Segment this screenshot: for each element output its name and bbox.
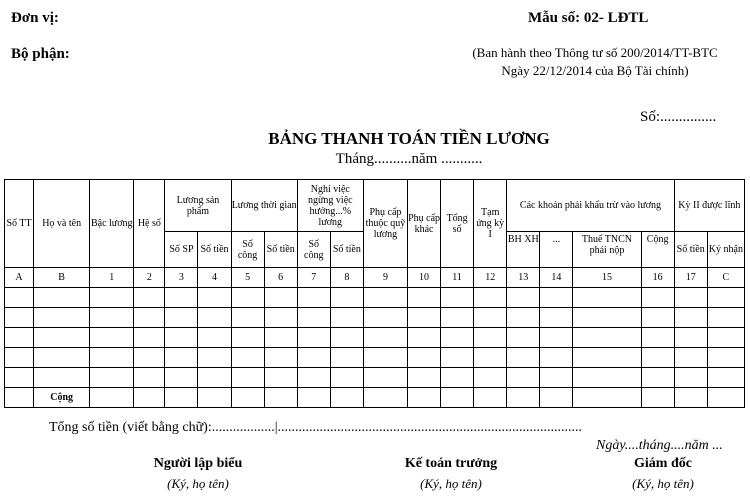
month-line: Tháng..........năm ........... (335, 151, 483, 167)
code-cell: 12 (474, 268, 507, 288)
unit-label: Đơn vị: (11, 10, 59, 26)
code-cell: 16 (641, 268, 674, 288)
code-cell: A (5, 268, 34, 288)
code-cell: 5 (231, 268, 264, 288)
signer-title: Kế toán trưởng (404, 456, 498, 471)
form-number: Mẫu số: 02- LĐTL (528, 10, 649, 26)
table-row (5, 288, 745, 308)
signer-note: (Ký, họ tên) (420, 476, 482, 491)
payroll-table (4, 179, 745, 408)
sub-product-qty: Số SP (165, 232, 198, 268)
code-cell: 10 (408, 268, 441, 288)
code-cell: 14 (540, 268, 573, 288)
code-cell: 3 (165, 268, 198, 288)
table-row (5, 328, 745, 348)
sub-period2-sign: Ký nhận (707, 232, 744, 268)
col-grade: Bậc lương (90, 180, 134, 268)
col-deductions: Các khoản phải khấu trừ vào lương (507, 180, 674, 232)
total-row (5, 388, 745, 408)
signer-preparer (133, 456, 263, 492)
sub-bhxh: BH XH (507, 232, 540, 268)
signer-director (598, 456, 728, 492)
decree-line-2: Ngày 22/12/2014 của Bộ Tài chính) (501, 63, 689, 78)
signer-note: (Ký, họ tên) (167, 476, 229, 491)
code-cell: 13 (507, 268, 540, 288)
code-cell: 9 (363, 268, 407, 288)
code-cell: 17 (674, 268, 707, 288)
col-period-2: Kỳ II được lĩnh (674, 180, 744, 232)
code-cell: 6 (264, 268, 297, 288)
total-label: Cộng (34, 388, 90, 408)
code-cell: 4 (198, 268, 231, 288)
table-row (5, 308, 745, 328)
code-cell: 2 (134, 268, 165, 288)
col-coefficient: Hệ số (134, 180, 165, 268)
sub-leave-amount: Số tiền (330, 232, 363, 268)
sub-period2-amount: Số tiền (674, 232, 707, 268)
col-leave-wage: Nghỉ việc ngừng việc hưởng...% lương (297, 180, 363, 232)
signer-chief-accountant (386, 456, 516, 492)
sub-leave-days: Số công (297, 232, 330, 268)
code-cell: 8 (330, 268, 363, 288)
table-row (5, 348, 745, 368)
col-stt: Số TT (5, 180, 34, 268)
signer-title: Người lập biểu (153, 456, 243, 471)
code-cell: 11 (441, 268, 474, 288)
page-title: BẢNG THANH TOÁN TIỀN LƯƠNG (268, 129, 550, 148)
sub-time-amount: Số tiền (264, 232, 297, 268)
code-cell: 15 (573, 268, 641, 288)
document-number: Số:............... (640, 109, 717, 125)
code-cell: B (34, 268, 90, 288)
code-cell: 7 (297, 268, 330, 288)
table-header-row (5, 180, 745, 232)
col-total: Tổng số (441, 180, 474, 268)
sub-income-tax: Thuế TNCN phải nộp (573, 232, 641, 268)
col-name: Họ và tên (34, 180, 90, 268)
col-advance: Tạm ứng kỳ I (474, 180, 507, 268)
amount-in-words: Tổng số tiền (viết bằng chữ):..................|....................................................................................... (49, 420, 583, 435)
department-label: Bộ phận: (11, 46, 70, 62)
sub-ellipsis: ... (540, 232, 573, 268)
col-time-wage: Lương thời gian (231, 180, 297, 232)
code-cell: C (707, 268, 744, 288)
table-row (5, 368, 745, 388)
code-cell: 1 (90, 268, 134, 288)
sub-time-days: Số công (231, 232, 264, 268)
sub-deduction-sum: Cộng (641, 232, 674, 268)
decree-reference (450, 44, 740, 80)
sub-product-amount: Số tiền (198, 232, 231, 268)
code-row (5, 268, 745, 288)
col-allowance-fund: Phụ cấp thuộc quỹ lương (363, 180, 407, 268)
signer-note: (Ký, họ tên) (632, 476, 694, 491)
signer-title: Giám đốc (634, 456, 692, 471)
date-line: Ngày....tháng....năm ... (596, 438, 723, 453)
col-allowance-other: Phụ cấp khác (408, 180, 441, 268)
col-product-wage: Lương sản phẩm (165, 180, 231, 232)
decree-line-1: (Ban hành theo Thông tư số 200/2014/TT-BTC (472, 45, 718, 60)
